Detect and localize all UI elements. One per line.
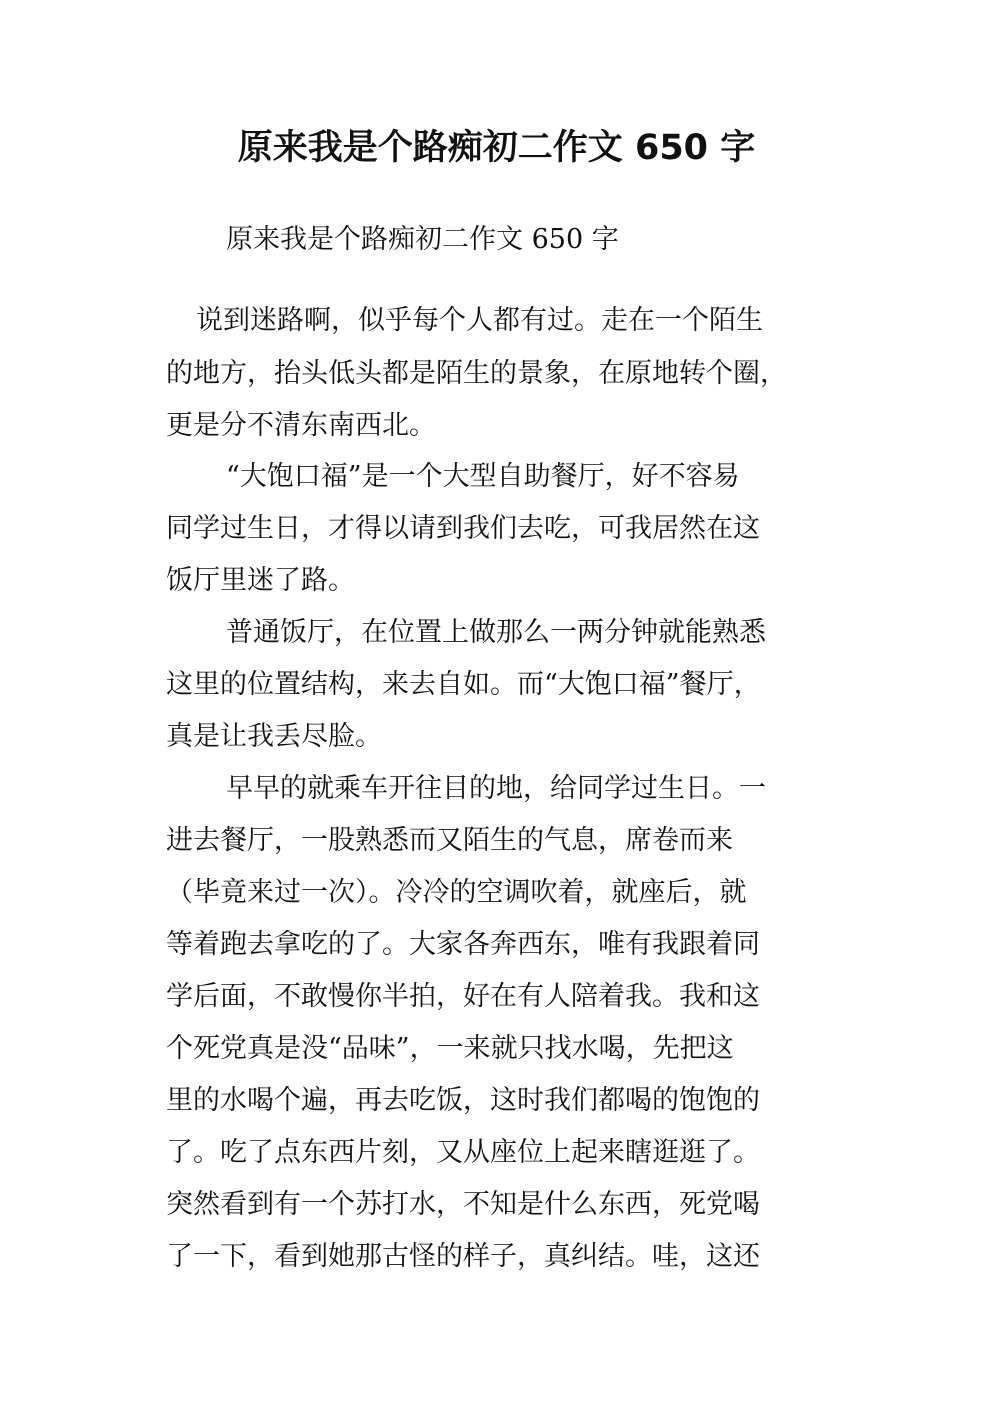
body-line: 更是分不清东南西北。 <box>166 410 436 441</box>
body-line: 个死党真是没“品味”，一来就只找水喝，先把这 <box>166 1033 734 1064</box>
body-line: 早早的就乘车开往目的地，给同学过生日。一 <box>226 773 766 804</box>
body-line: （毕竟来过一次）。冷冷的空调吹着，就座后，就 <box>166 877 747 908</box>
body-line: 了一下，看到她那古怪的样子，真纠结。哇，这还 <box>166 1241 760 1272</box>
body-line: “大饱口福”是一个大型自助餐厅，好不容易 <box>226 461 740 492</box>
body-line: 的地方，抬头低头都是陌生的景象，在原地转个圈， <box>166 358 787 389</box>
body-line: 突然看到有一个苏打水，不知是什么东西，死党喝 <box>166 1189 760 1220</box>
body-line: 原来我是个路痴初二作文 650 字 <box>226 224 619 255</box>
document-title: 原来我是个路痴初二作文 650 字 <box>237 128 756 168</box>
body-line: 这里的位置结构，来去自如。而“大饱口福”餐厅， <box>166 669 761 700</box>
body-line: 等着跑去拿吃的了。大家各奔西东，唯有我跟着同 <box>166 929 760 960</box>
body-line: 说到迷路啊，似乎每个人都有过。走在一个陌生 <box>196 305 763 336</box>
body-line: 学后面，不敢慢你半拍，好在有人陪着我。我和这 <box>166 981 760 1012</box>
body-line: 饭厅里迷了路。 <box>166 565 355 596</box>
body-line: 普通饭厅，在位置上做那么一两分钟就能熟悉 <box>226 617 766 648</box>
body-line: 了。吃了点东西片刻，又从座位上起来瞎逛逛了。 <box>166 1137 760 1168</box>
body-line: 里的水喝个遍，再去吃饭，这时我们都喝的饱饱的 <box>166 1085 760 1116</box>
body-line: 进去餐厅，一股熟悉而又陌生的气息，席卷而来 <box>166 825 733 856</box>
body-line: 真是让我丢尽脸。 <box>166 721 382 752</box>
body-line: 同学过生日，才得以请到我们去吃，可我居然在这 <box>166 513 760 544</box>
